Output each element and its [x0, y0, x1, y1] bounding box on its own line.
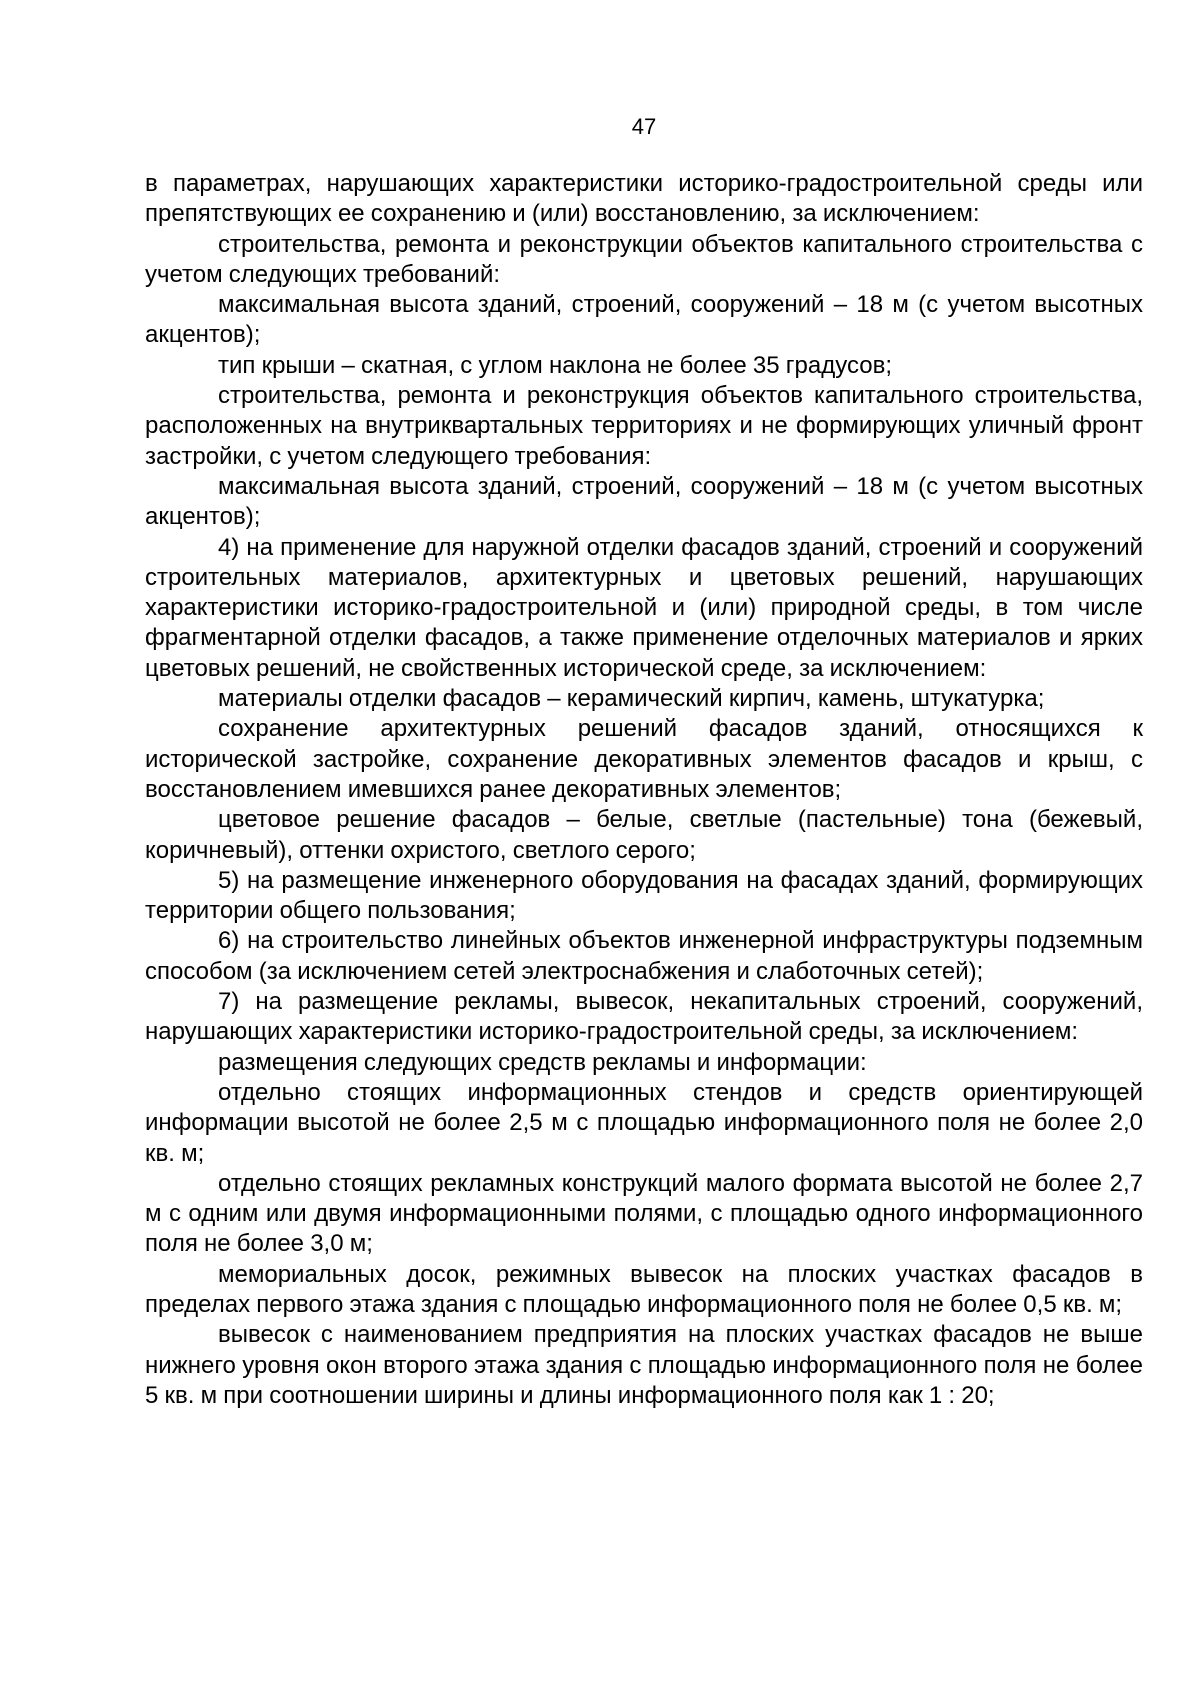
paragraph: цветовое решение фасадов – белые, светлые (пастельные) тона (бежевый, коричневый), оттенки охристого, светлого серого; — [145, 806, 1143, 864]
paragraph: максимальная высота зданий, строений, сооружений – 18 м (с учетом высотных акцентов); — [145, 472, 1143, 531]
paragraph: максимальная высота зданий, строений, сооружений – 18 м (с учетом высотных акцентов); — [145, 291, 1143, 349]
page-number: 47 — [631, 114, 657, 139]
paragraph: материалы отделки фасадов – керамический кирпич, камень, штукатурка; — [218, 685, 1045, 713]
paragraph: строительства, ремонта и реконструкция объектов капитального строительства, расположенных на внутриквартальных территориях и не формирующих уличный фронт застройки, с учетом следующего требования: — [145, 382, 1143, 470]
paragraph: строительства, ремонта и реконструкции объектов капитального строительства с учетом следующих требований: — [145, 230, 1143, 288]
paragraph: сохранение архитектурных решений фасадов зданий, относящихся к исторической застройке, сохранение декоративных элементов фасадов и крыш, с восстановлением имевшихся ранее декоративных элементов; — [145, 715, 1143, 803]
paragraph: 4) на применение для наружной отделки фасадов зданий, строений и сооружений строительных материалов, архитектурных и цветовых решений, нарушающих характеристики историко-градостроительной и (или) природной среды, в том числе фрагментарной отделки фасадов, а также применение отделочных материалов и ярких цветовых решений, не свойственных исторической среде, за исключением: — [145, 533, 1143, 682]
paragraph: отдельно стоящих рекламных конструкций малого формата высотой не более 2,7 м с одним или двумя информационными полями, с площадью одного информационного поля не более 3,0 м; — [145, 1169, 1143, 1258]
paragraph: 6) на строительство линейных объектов инженерной инфраструктуры подземным способом (за исключением сетей электроснабжения и слаботочных сетей); — [145, 927, 1143, 985]
paragraph: 7) на размещение рекламы, вывесок, некапитальных строений, сооружений, нарушающих характеристики историко-градостроительной среды, за исключением: — [145, 988, 1143, 1046]
paragraph: 5) на размещение инженерного оборудования на фасадах зданий, формирующих территории общего пользования; — [145, 866, 1143, 925]
paragraph: вывесок с наименованием предприятия на плоских участках фасадов не выше нижнего уровня окон второго этажа здания с площадью информационного поля не более 5 кв. м при соотношении ширины и длины информационного поля как 1 : 20; — [145, 1321, 1143, 1409]
paragraph: в параметрах, нарушающих характеристики историко-градостроительной среды или препятствующих ее сохранению и (или) восстановлению, за исключением: — [145, 170, 1143, 228]
paragraph: размещения следующих средств рекламы и информации: — [218, 1048, 867, 1076]
paragraph: мемориальных досок, режимных вывесок на плоских участках фасадов в пределах первого этажа здания с площадью информационного поля не более 0,5 кв. м; — [145, 1260, 1143, 1318]
document-page — [145, 0, 1143, 1697]
document-body — [145, 169, 1143, 1411]
paragraph: тип крыши – скатная, с углом наклона не более 35 градусов; — [218, 351, 893, 379]
paragraph: отдельно стоящих информационных стендов и средств ориентирующей информации высотой не более 2,5 м с площадью информационного поля не более 2,0 кв. м; — [145, 1078, 1143, 1167]
